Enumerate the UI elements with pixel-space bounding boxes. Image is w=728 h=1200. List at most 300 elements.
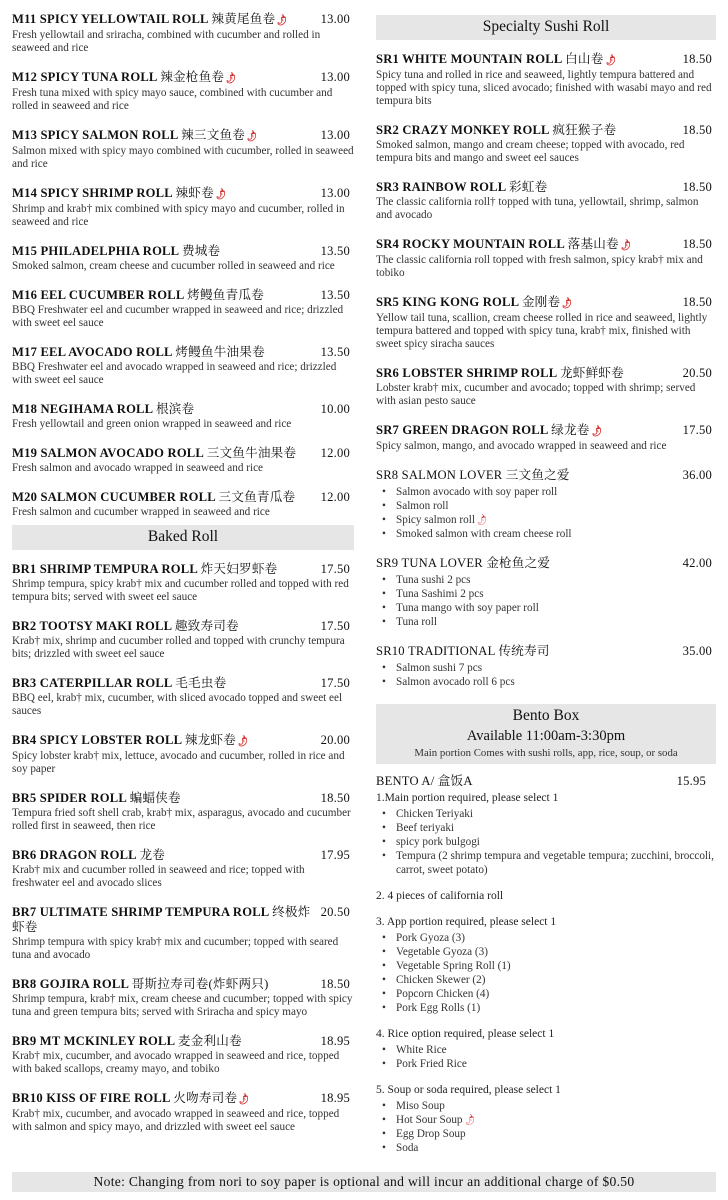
menu-item-name: [12, 446, 315, 461]
bento-step: [376, 1083, 716, 1155]
option-text: Popcorn Chicken (4): [396, 988, 490, 1000]
menu-item-price: 18.50: [682, 295, 712, 309]
option-item: [382, 601, 716, 615]
menu-item-heading: [376, 237, 716, 253]
menu-item-name: [12, 1034, 315, 1049]
chili-pepper-icon: 🌶: [618, 238, 633, 253]
menu-item-description: Fresh yellowtail and green onion wrapped in seaweed and rice: [12, 418, 292, 430]
menu-item-chinese-name: 哥斯拉寿司卷(炸虾两只): [131, 977, 269, 991]
menu-item-title: NEGIHAMA ROLL: [40, 402, 153, 416]
option-text: Tuna mango with soy paper roll: [396, 602, 539, 614]
menu-item-chinese-name: 蝙蝠侠卷: [129, 791, 181, 805]
option-text: Tuna sushi 2 pcs: [396, 574, 471, 586]
menu-item-code: BR6: [12, 848, 37, 862]
menu-item-name: [376, 123, 677, 138]
menu-item-heading: [12, 733, 354, 749]
menu-item-chinese-name: 龙卷: [139, 848, 166, 862]
option-item: [382, 675, 716, 689]
option-text: Chicken Teriyaki: [396, 808, 473, 820]
menu-item-price: 13.50: [320, 244, 350, 258]
bento-subtitle: Main portion Comes with sushi rolls, app, rice, soup, or soda: [414, 747, 678, 759]
menu-item-price: 13.00: [320, 70, 350, 84]
option-text: Egg Drop Soup: [396, 1128, 466, 1140]
chili-pepper-icon: 🌶: [213, 187, 228, 202]
menu-item-price: 20.50: [682, 366, 712, 380]
menu-item: [376, 52, 716, 108]
menu-item-code: M18: [12, 402, 38, 416]
baked-roll-header: Baked Roll: [12, 525, 354, 550]
option-item: [382, 485, 716, 499]
menu-item: [12, 791, 354, 833]
menu-item-title: MT MCKINLEY ROLL: [39, 1034, 175, 1048]
option-text: Chicken Skewer (2): [396, 974, 486, 986]
menu-item: [12, 402, 354, 431]
menu-item: [12, 12, 354, 55]
menu-item-price: 18.95: [320, 1034, 350, 1048]
menu-item-price: 18.50: [320, 791, 350, 805]
specialty-roll-list: [376, 52, 716, 453]
combo-chinese-name: 金枪鱼之爱: [486, 556, 551, 570]
menu-item-description: Shrimp tempura, krab† mix, cream cheese and cucumber; topped with spicy tuna and green tempura bits; served with Sriracha and spicy mayo: [12, 993, 353, 1018]
menu-item-chinese-name: 趣致寿司卷: [174, 619, 239, 633]
option-text: Pork Fried Rice: [396, 1058, 467, 1070]
specialty-combo-list: [376, 468, 716, 689]
combo-name: [376, 468, 677, 483]
menu-item-code: BR9: [12, 1034, 37, 1048]
option-list: [382, 1099, 716, 1155]
menu-item-chinese-name: 费城卷: [181, 244, 221, 258]
option-text: Salmon sushi 7 pcs: [396, 662, 483, 674]
menu-item-name: [12, 905, 315, 935]
menu-item-chinese-name: 烤鳗鱼牛油果卷: [175, 345, 265, 359]
option-list: [382, 1043, 716, 1071]
menu-item: [12, 619, 354, 661]
menu-item-heading: [12, 905, 354, 935]
menu-item-description: BBQ eel, krab† mix, cucumber, with sliced avocado topped and sweet eel sauces: [12, 692, 343, 717]
menu-item-heading: [12, 402, 354, 417]
menu-item-title: SPICY TUNA ROLL: [40, 70, 157, 84]
combo-title: SALMON LOVER: [401, 468, 503, 482]
menu-item-description: Fresh yellowtail and sriracha, combined with cucumber and rolled in seaweed and rice: [12, 29, 321, 54]
menu-item-description: Tempura fried soft shell crab, krab† mix, asparagus, avocado and cucumber rolled first in seaweed, then rice: [12, 807, 351, 832]
option-list: [382, 807, 716, 877]
menu-item: [12, 70, 354, 113]
menu-item-code: M19: [12, 446, 38, 460]
menu-item-name: [12, 244, 315, 259]
option-item: [382, 987, 716, 1001]
combo-heading: [376, 644, 716, 659]
option-item: [382, 1127, 716, 1141]
menu-item-name: [12, 1091, 315, 1107]
menu-item-code: BR5: [12, 791, 37, 805]
menu-item: [12, 288, 354, 330]
menu-item-name: [12, 733, 315, 749]
menu-item-chinese-name: 火吻寿司卷: [173, 1091, 238, 1105]
menu-item-description: Krab† mix, cucumber, and avocado wrapped in seaweed and rice, topped with baked scallops, creamy mayo, and tobiko: [12, 1050, 340, 1075]
menu-item-name: [12, 676, 315, 691]
bento-step: [376, 915, 716, 1015]
menu-item-chinese-name: 金刚卷: [521, 295, 561, 309]
bento-box-header: [376, 704, 716, 764]
menu-item: [12, 733, 354, 776]
option-text: Tuna Sashimi 2 pcs: [396, 588, 484, 600]
menu-item-heading: [12, 977, 354, 992]
menu-item-price: 17.50: [320, 676, 350, 690]
menu-item-title: RAINBOW ROLL: [402, 180, 506, 194]
menu-item-name: [12, 345, 315, 360]
bento-availability: Available 11:00am-3:30pm: [466, 728, 626, 744]
menu-item: [12, 676, 354, 718]
menu-item-heading: [376, 295, 716, 311]
menu-item-description: Fresh salmon and cucumber wrapped in seaweed and rice: [12, 506, 270, 518]
menu-item-description: Shrimp tempura, spicy krab† mix and cucumber rolled and topped with red tempura bits; served with sweet eel sauce: [12, 578, 349, 603]
menu-item-description: Spicy tuna and rolled in rice and seaweed, lightly tempura battered and topped with spicy tuna, sliced avocado; finished with wasabi mayo and red tempura bits: [376, 69, 712, 107]
chili-pepper-icon: 🌶: [223, 71, 239, 86]
combo-chinese-name: 传统寿司: [498, 644, 550, 658]
menu-item-title: LOBSTER SHRIMP ROLL: [402, 366, 557, 380]
menu-item-code: M11: [12, 12, 37, 26]
menu-item-title: WHITE MOUNTAIN ROLL: [402, 52, 562, 66]
menu-item-code: BR10: [12, 1091, 43, 1105]
option-list: [382, 931, 716, 1015]
menu-item-name: [12, 12, 315, 28]
option-item: [382, 1099, 716, 1113]
combo-title: TRADITIONAL: [407, 644, 496, 658]
menu-item-chinese-name: 毛毛虫卷: [175, 676, 227, 690]
menu-item-title: SPICY SHRIMP ROLL: [40, 186, 173, 200]
menu-item-code: BR1: [12, 562, 37, 576]
menu-item-name: [12, 186, 315, 202]
option-list: [382, 485, 716, 541]
menu-item-chinese-name: 彩虹卷: [509, 180, 548, 194]
menu-item-heading: [12, 791, 354, 806]
menu-item-heading: [12, 619, 354, 634]
bento-step: [376, 889, 716, 903]
menu-item-code: BR7: [12, 905, 37, 919]
menu-item-code: M16: [12, 288, 38, 302]
bento-step: [376, 1027, 716, 1071]
menu-item-title: SHRIMP TEMPURA ROLL: [39, 562, 198, 576]
option-text: Beef teriyaki: [396, 822, 455, 834]
menu-item-chinese-name: 三文鱼牛油果卷: [206, 446, 297, 460]
menu-item-price: 17.50: [320, 562, 350, 576]
menu-item-heading: [12, 1091, 354, 1107]
combo-code: SR8: [376, 468, 399, 482]
menu-item-description: Lobster krab† mix, cucumber and avocado; topped with shrimp; served with asian pesto sauce: [376, 382, 696, 407]
menu-item-name: [12, 562, 315, 577]
combo-item: [376, 644, 716, 689]
left-column: [12, 0, 354, 1149]
menu-item-code: SR7: [376, 423, 399, 437]
menu-item-name: [12, 791, 315, 806]
option-list: [382, 661, 716, 689]
menu-item-price: 12.00: [320, 446, 350, 460]
option-item: [382, 615, 716, 629]
menu-item-name: [12, 402, 315, 417]
option-text: Smoked salmon with cream cheese roll: [396, 528, 572, 540]
chili-pepper-icon: 🌶: [244, 129, 260, 144]
menu-item-name: [376, 366, 677, 381]
chili-pepper-icon: 🌶: [236, 1092, 252, 1107]
menu-item-name: [376, 295, 677, 311]
menu-item-description: Salmon mixed with spicy mayo combined with cucumber, rolled in seaweed and rice: [12, 145, 354, 170]
nori-soy-paper-note: Note: Changing from nori to soy paper is optional and will incur an additional charge of $0.50: [12, 1172, 716, 1192]
bento-steps: [376, 791, 716, 1155]
menu-item-code: M15: [12, 244, 38, 258]
option-text: Salmon roll: [396, 500, 449, 512]
option-text: White Rice: [396, 1044, 447, 1056]
menu-item: [12, 905, 354, 962]
menu-item-price: 12.00: [320, 490, 350, 504]
menu-item-code: SR4: [376, 237, 399, 251]
option-text: spicy pork bulgogi: [396, 836, 480, 848]
option-text: Salmon avocado with soy paper roll: [396, 486, 558, 498]
menu-item-heading: [12, 490, 354, 505]
menu-item: [12, 128, 354, 171]
menu-item-code: SR3: [376, 180, 399, 194]
menu-item-title: SPICY LOBSTER ROLL: [39, 733, 182, 747]
menu-item-title: GREEN DRAGON ROLL: [402, 423, 548, 437]
menu-item-title: SALMON AVOCADO ROLL: [40, 446, 204, 460]
menu-item-chinese-name: 白山卷: [565, 52, 604, 66]
option-text: Salmon avocado roll 6 pcs: [396, 676, 515, 688]
menu-item-description: The classic california roll† topped with tuna, yellowtail, shrimp, salmon and avocado: [376, 196, 699, 221]
menu-item-code: SR2: [376, 123, 399, 137]
menu-item-heading: [376, 123, 716, 138]
bento-step-title: 3. App portion required, please select 1: [376, 916, 557, 928]
menu-item-name: [376, 423, 677, 439]
combo-item: [376, 556, 716, 629]
option-text: Vegetable Gyoza (3): [396, 946, 488, 958]
chili-pepper-icon: 🌶: [461, 1113, 477, 1127]
menu-item-heading: [12, 70, 354, 86]
combo-heading: [376, 556, 716, 571]
menu-item-chinese-name: 落基山卷: [567, 237, 619, 251]
menu-item-chinese-name: 辣金枪鱼卷: [160, 70, 225, 84]
menu-item: [12, 446, 354, 475]
combo-code: SR10: [376, 644, 405, 658]
menu-item: [376, 123, 716, 165]
menu-item-price: 18.50: [682, 180, 712, 194]
menu-item-description: Krab† mix, shrimp and cucumber rolled and topped with crunchy tempura bits; drizzled with sweet eel sauce: [12, 635, 345, 660]
chili-pepper-icon: 🌶: [588, 424, 604, 439]
menu-item: [12, 490, 354, 519]
menu-item-heading: [12, 345, 354, 360]
combo-price: 36.00: [682, 468, 712, 482]
combo-name: [376, 556, 677, 571]
menu-item-code: SR1: [376, 52, 399, 66]
menu-item-price: 13.00: [320, 186, 350, 200]
option-text: Spicy salmon roll: [396, 514, 475, 526]
menu-item-name: [12, 288, 315, 303]
menu-item-name: [12, 128, 315, 144]
chili-pepper-icon: 🌶: [602, 53, 618, 68]
bento-step-title: 4. Rice option required, please select 1: [376, 1028, 555, 1040]
combo-price: 35.00: [682, 644, 712, 658]
menu-item-chinese-name: 烤鳗鱼青瓜卷: [187, 288, 264, 302]
menu-item-code: M17: [12, 345, 38, 359]
menu-item-title: SALMON CUCUMBER ROLL: [40, 490, 216, 504]
menu-item-title: EEL CUCUMBER ROLL: [40, 288, 184, 302]
menu-item-heading: [376, 180, 716, 195]
option-item: [382, 527, 716, 541]
menu-item-price: 20.00: [320, 733, 350, 747]
menu-item-chinese-name: 炸天妇罗虾卷: [200, 562, 278, 576]
option-text: Vegetable Spring Roll (1): [396, 960, 511, 972]
option-text: Tempura (2 shrimp tempura and vegetable tempura; zucchini, broccoli, carrot, sweet potato): [396, 850, 714, 876]
chili-pepper-icon: 🌶: [474, 513, 489, 527]
menu-item-name: [12, 70, 315, 86]
menu-item-price: 13.50: [320, 345, 350, 359]
menu-item: [376, 237, 716, 280]
menu-item-description: Fresh tuna mixed with spicy mayo sauce, combined with cucumber and rolled in seaweed and rice: [12, 87, 333, 112]
menu-item-description: Smoked salmon, cream cheese and cucumber rolled in seaweed and rice: [12, 260, 335, 272]
menu-item-price: 18.50: [320, 977, 350, 991]
menu-item-title: SPIDER ROLL: [39, 791, 127, 805]
menu-item-description: Yellow tail tuna, scallion, cream cheese rolled in rice and seaweed, lightly tempura battered and topped with spicy tuna, krab† mix, finished with sweet spicy siracha sauces: [376, 312, 708, 350]
menu-item-code: BR2: [12, 619, 37, 633]
menu-item: [12, 848, 354, 890]
menu-item-price: 17.50: [320, 619, 350, 633]
menu-item-price: 18.50: [682, 52, 712, 66]
option-item: [382, 931, 716, 945]
menu-item: [12, 345, 354, 387]
menu-item-chinese-name: 辣黄尾鱼卷: [211, 12, 276, 26]
combo-item: [376, 468, 716, 541]
menu-item-code: SR5: [376, 295, 399, 309]
maki-roll-list: [12, 0, 354, 519]
menu-item-title: EEL AVOCADO ROLL: [40, 345, 172, 359]
option-item: [382, 849, 716, 877]
option-item: [382, 835, 716, 849]
option-item: [382, 959, 716, 973]
bento-step: [376, 791, 716, 877]
option-item: [382, 513, 716, 527]
menu-item-description: BBQ Freshwater eel and avocado wrapped in seaweed and rice; drizzled with sweet eel sauce: [12, 361, 337, 386]
option-item: [382, 807, 716, 821]
menu-item-chinese-name: 辣三文鱼卷: [181, 128, 246, 142]
menu-item: [12, 1034, 354, 1076]
menu-item-title: CATERPILLAR ROLL: [39, 676, 172, 690]
menu-item-code: BR8: [12, 977, 37, 991]
menu-item-price: 17.95: [320, 848, 350, 862]
menu-item-price: 10.00: [320, 402, 350, 416]
menu-item-description: Shrimp and krab† mix combined with spicy mayo and cucumber, rolled in seaweed and rice: [12, 203, 345, 228]
menu-item-description: BBQ Freshwater eel and cucumber wrapped in seaweed and rice; drizzled with sweet eel sauce: [12, 304, 344, 329]
menu-item-chinese-name: 麦金利山卷: [177, 1034, 242, 1048]
menu-item-chinese-name: 根滨卷: [155, 402, 195, 416]
menu-item-name: [12, 490, 315, 505]
combo-name: [376, 644, 677, 659]
menu-item-description: Krab† mix and cucumber rolled in seaweed and rice; topped with freshwater eel and avocado slices: [12, 864, 305, 889]
menu-item: [12, 977, 354, 1019]
menu-item-price: 20.50: [320, 905, 350, 919]
menu-item-price: 17.50: [682, 423, 712, 437]
bento-a-heading: [376, 774, 716, 789]
menu-item-name: [12, 848, 315, 863]
menu-item-code: M12: [12, 70, 38, 84]
menu-item-title: ROCKY MOUNTAIN ROLL: [402, 237, 565, 251]
option-text: Soda: [396, 1142, 419, 1154]
option-item: [382, 573, 716, 587]
menu-item: [376, 366, 716, 408]
menu-item-description: Krab† mix, cucumber, and avocado wrapped in seaweed and rice, topped with salmon and spicy mayo, and drizzled with sweet eel sauce: [12, 1108, 340, 1133]
menu-item-chinese-name: 疯狂猴子卷: [552, 123, 617, 137]
menu-item-chinese-name: 辣虾卷: [175, 186, 214, 200]
menu-item-title: ULTIMATE SHRIMP TEMPURA ROLL: [39, 905, 269, 919]
bento-a-price: 15.95: [676, 774, 706, 788]
menu-item-title: GOJIRA ROLL: [39, 977, 129, 991]
menu-item-price: 13.50: [320, 288, 350, 302]
menu-item: [12, 186, 354, 229]
menu-item-code: M20: [12, 490, 38, 504]
menu-item-code: M13: [12, 128, 38, 142]
menu-item-heading: [12, 848, 354, 863]
menu-item-heading: [12, 1034, 354, 1049]
menu-item-chinese-name: 辣龙虾卷: [184, 733, 237, 747]
menu-item-title: SPICY YELLOWTAIL ROLL: [39, 12, 208, 26]
option-item: [382, 1043, 716, 1057]
menu-item-description: Smoked salmon, mango and cream cheese; topped with avocado, red tempura bits and mango and sweet eel sauces: [376, 139, 685, 164]
menu-item-price: 13.00: [320, 12, 350, 26]
menu-item-description: The classic california roll topped with fresh salmon, spicy krab† mix and tobiko: [376, 254, 703, 279]
chili-pepper-icon: 🌶: [235, 734, 251, 749]
option-item: [382, 587, 716, 601]
menu-item-description: Spicy lobster krab† mix, lettuce, avocado and cucumber, rolled in rice and soy paper: [12, 750, 345, 775]
menu-item-code: BR3: [12, 676, 37, 690]
option-item: [382, 1113, 716, 1127]
bento-a-name: BENTO A/ 盒饭A: [376, 774, 473, 788]
option-text: Tuna roll: [396, 616, 437, 628]
menu-item: [376, 423, 716, 453]
option-item: [382, 661, 716, 675]
menu-item-code: SR6: [376, 366, 399, 380]
option-item: [382, 1001, 716, 1015]
menu-item-chinese-name: 龙虾鲜虾卷: [560, 366, 624, 380]
menu-item-price: 13.00: [320, 128, 350, 142]
menu-item-title: DRAGON ROLL: [39, 848, 137, 862]
option-text: Miso Soup: [396, 1100, 445, 1112]
menu-item: [376, 180, 716, 222]
chili-pepper-icon: 🌶: [274, 13, 290, 28]
menu-item-description: Spicy salmon, mango, and avocado wrapped in seaweed and rice: [376, 440, 667, 452]
baked-roll-list: [12, 562, 354, 1134]
option-list: [382, 573, 716, 629]
combo-chinese-name: 三文鱼之爱: [505, 468, 570, 482]
bento-title: Bento Box: [512, 707, 580, 724]
menu-item-heading: [12, 676, 354, 691]
option-text: Hot Sour Soup: [396, 1114, 463, 1126]
right-column: [376, 0, 716, 1167]
option-item: [382, 1057, 716, 1071]
menu-item: [12, 244, 354, 273]
menu-item-code: BR4: [12, 733, 37, 747]
menu-item-title: PHILADELPHIA ROLL: [40, 244, 179, 258]
menu-item-name: [12, 977, 315, 992]
menu-item-price: 18.50: [682, 237, 712, 251]
menu-item-heading: [12, 128, 354, 144]
menu-item-heading: [12, 186, 354, 202]
menu-item-title: SPICY SALMON ROLL: [40, 128, 178, 142]
menu-item-price: 18.95: [320, 1091, 350, 1105]
chili-pepper-icon: 🌶: [559, 296, 575, 311]
combo-price: 42.00: [682, 556, 712, 570]
menu-item-description: Fresh salmon and avocado wrapped in seaweed and rice: [12, 462, 264, 474]
menu-item-chinese-name: 三文鱼青瓜卷: [218, 490, 296, 504]
menu-item-title: CRAZY MONKEY ROLL: [402, 123, 549, 137]
bento-step-title: 1.Main portion required, please select 1: [376, 792, 559, 804]
menu-item: [12, 562, 354, 604]
